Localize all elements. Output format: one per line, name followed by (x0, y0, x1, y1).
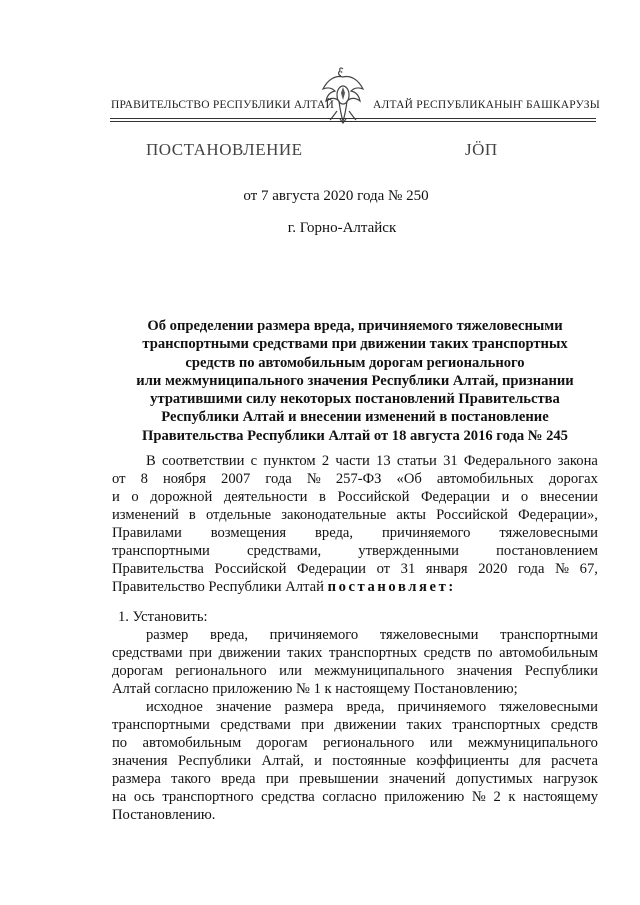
justified-line (112, 716, 598, 734)
justified-line (112, 488, 598, 506)
word: вреда, (209, 627, 249, 643)
justified-line (112, 506, 598, 524)
word: коэффициенты (416, 753, 510, 769)
word: или (429, 735, 453, 751)
word: статьи (396, 453, 437, 469)
title-line: Республики Алтай и внесении изменений в постановление (161, 409, 549, 426)
word: 2007 (221, 471, 251, 487)
date-and-number (0, 188, 640, 205)
word: утвержденными (358, 543, 459, 559)
word: года (518, 561, 545, 577)
word: внесении (539, 489, 598, 505)
title-line: или межмуниципального значения Республики Алтай, признании (136, 372, 574, 389)
word: с (250, 453, 258, 469)
word: 13 (376, 453, 391, 469)
government-name-altai: АЛТАЙ РЕСПУБЛИКАНЫҤ БАШКАРУЗЫ (373, 99, 600, 111)
word: 257-ФЗ (335, 471, 382, 487)
word: Российской (436, 507, 508, 523)
word: возмещения (210, 525, 287, 541)
last-line: Постановлению. (112, 807, 216, 823)
word: ноября (162, 471, 206, 487)
justified-line (112, 752, 598, 770)
word: вреда (221, 771, 256, 787)
document-type-altai: ЈӦП (465, 140, 498, 159)
justified-line (112, 734, 598, 752)
word: при (265, 771, 289, 787)
word: значение (216, 699, 272, 715)
justified-line (112, 698, 598, 716)
title-line: утратившими силу некоторых постановлений Правительства (150, 391, 560, 408)
coat-of-arms-emblem (318, 65, 368, 125)
word: средств (550, 717, 598, 733)
word: значения (112, 753, 168, 769)
word: превышении (299, 771, 379, 787)
word: при (301, 717, 325, 733)
word: к (508, 789, 516, 805)
word: тяжеловесными (499, 699, 598, 715)
title-line: Об определении размера вреда, причиняемого тяжеловесными (147, 318, 563, 334)
word: размер (146, 627, 189, 643)
word: транспортных (328, 645, 418, 661)
word: средствами (112, 645, 183, 661)
word: такого (171, 771, 211, 787)
word: от (112, 471, 126, 487)
word: от (376, 561, 391, 577)
word: № (555, 561, 570, 577)
resolution-title (112, 317, 598, 445)
word: законодательные (281, 507, 387, 523)
word: и (112, 489, 120, 505)
letterhead-rule (110, 118, 596, 119)
justified-line (112, 542, 598, 560)
word: о (520, 489, 529, 505)
word: нагрузок (543, 771, 598, 787)
word: 2 (493, 789, 501, 805)
word: «Об (396, 471, 422, 487)
word: по (477, 645, 493, 661)
word: транспортными (112, 543, 210, 559)
word: о (131, 489, 139, 505)
word: В (146, 453, 156, 469)
word: значения (456, 663, 513, 679)
word: транспортными (500, 627, 598, 643)
word: транспортными (112, 717, 210, 733)
word: настоящему (523, 789, 598, 805)
title-line: Правительства Республики Алтай от 18 августа 2016 года № 245 (142, 427, 568, 444)
justified-line (112, 560, 598, 578)
word: постоянные (332, 753, 407, 769)
resolves-word: постановляет: (327, 579, 456, 595)
document-type-russian: ПОСТАНОВЛЕНИЕ (146, 140, 303, 159)
justified-line (112, 770, 598, 788)
word: ось (133, 789, 155, 805)
word: дорогам (256, 735, 308, 751)
word: Российской (337, 489, 410, 505)
title-line: средств по автомобильным дорогам регионального (185, 354, 525, 371)
word: и (314, 753, 322, 769)
justified-line (112, 626, 598, 644)
word: дорожной (150, 489, 213, 505)
word: регионального (323, 735, 415, 751)
word: причиняемого (269, 627, 359, 643)
city-text: г. Горно-Алтайск (287, 220, 397, 236)
word: Правительства (112, 561, 204, 577)
justified-line (112, 470, 598, 488)
word: средства (261, 789, 315, 805)
word: причиняемого (381, 525, 471, 541)
word: транспортного (162, 789, 254, 805)
word: акты (396, 507, 426, 523)
word: Республики (177, 753, 252, 769)
city (0, 220, 640, 237)
word: Алтай, (261, 753, 304, 769)
word: № (306, 471, 321, 487)
word: приложению (384, 789, 465, 805)
word: размера (112, 771, 161, 787)
word: Республики (524, 663, 598, 679)
word: 31 (443, 453, 458, 469)
word: средствами (220, 717, 291, 733)
government-name-russian: ПРАВИТЕЛЬСТВО РЕСПУБЛИКИ АЛТАЙ (111, 99, 335, 111)
word: средствами, (246, 543, 322, 559)
word: 2020 (478, 561, 508, 577)
justified-line (112, 644, 598, 662)
word: вреда, (315, 525, 354, 541)
word: тяжеловесными (499, 525, 598, 541)
word: исходное (146, 699, 203, 715)
word: Правилами (112, 525, 182, 541)
word: Федерации (421, 489, 490, 505)
word: средств (423, 645, 471, 661)
word: на (112, 789, 127, 805)
word: года (265, 471, 292, 487)
word: причиняемого (397, 699, 487, 715)
word: постановлением (496, 543, 598, 559)
justified-line (112, 788, 598, 806)
word: 67, (579, 561, 598, 577)
word: дорогах (548, 471, 598, 487)
word: закона (557, 453, 598, 469)
word: 2 (321, 453, 330, 469)
word: 31 (400, 561, 416, 577)
date-and-number-text: от 7 августа 2020 года № 250 (243, 188, 429, 204)
last-line (112, 578, 598, 596)
word: регионального (175, 663, 267, 679)
word: автомобильных (436, 471, 534, 487)
word: таких (406, 717, 442, 733)
word: Федерального (463, 453, 552, 469)
word: или (279, 663, 302, 679)
word: допустимых (455, 771, 533, 787)
word: изменений (112, 507, 179, 523)
word: тяжеловесными (379, 627, 479, 643)
last-line: Алтай согласно приложению № 1 к настоящему Постановлению; (112, 681, 518, 697)
word: межмуниципального (314, 663, 445, 679)
word: вреда, (346, 699, 385, 715)
justified-line (112, 452, 598, 470)
word: расчета (551, 753, 598, 769)
word: движении (334, 717, 397, 733)
word: Федерации», (518, 507, 598, 523)
justified-line (112, 524, 598, 542)
clause-heading: 1. Установить: (118, 609, 208, 625)
word: транспортных (452, 717, 541, 733)
word: отдельные (205, 507, 272, 523)
letterhead-rule-thin (110, 121, 596, 122)
word: пунктом (263, 453, 316, 469)
word: согласно (322, 789, 377, 805)
word: соответствии (161, 453, 245, 469)
word: при (189, 645, 213, 661)
word: и (501, 489, 510, 505)
word: Российской (214, 561, 287, 577)
word: межмуниципального (468, 735, 598, 751)
word: Федерации (297, 561, 366, 577)
word: движении (218, 645, 281, 661)
word: по (112, 735, 128, 751)
word: автомобильным (142, 735, 242, 751)
word: размера (284, 699, 334, 715)
word: автомобильным (499, 645, 598, 661)
justified-line (112, 662, 598, 680)
word: 8 (140, 471, 148, 487)
preamble-text: Правительство Республики Алтай (112, 579, 328, 595)
word: деятельности (223, 489, 308, 505)
word: значений (388, 771, 446, 787)
word: дорогам (112, 663, 164, 679)
word: января (425, 561, 468, 577)
word: части (335, 453, 370, 469)
word: в (318, 489, 326, 505)
word: таких (287, 645, 323, 661)
clause-1 (112, 608, 598, 824)
word: в (188, 507, 196, 523)
word: для (519, 753, 541, 769)
title-line: транспортными средствами при движении таких транспортных (142, 336, 568, 353)
preamble-paragraph (112, 452, 598, 596)
word: № (471, 789, 486, 805)
